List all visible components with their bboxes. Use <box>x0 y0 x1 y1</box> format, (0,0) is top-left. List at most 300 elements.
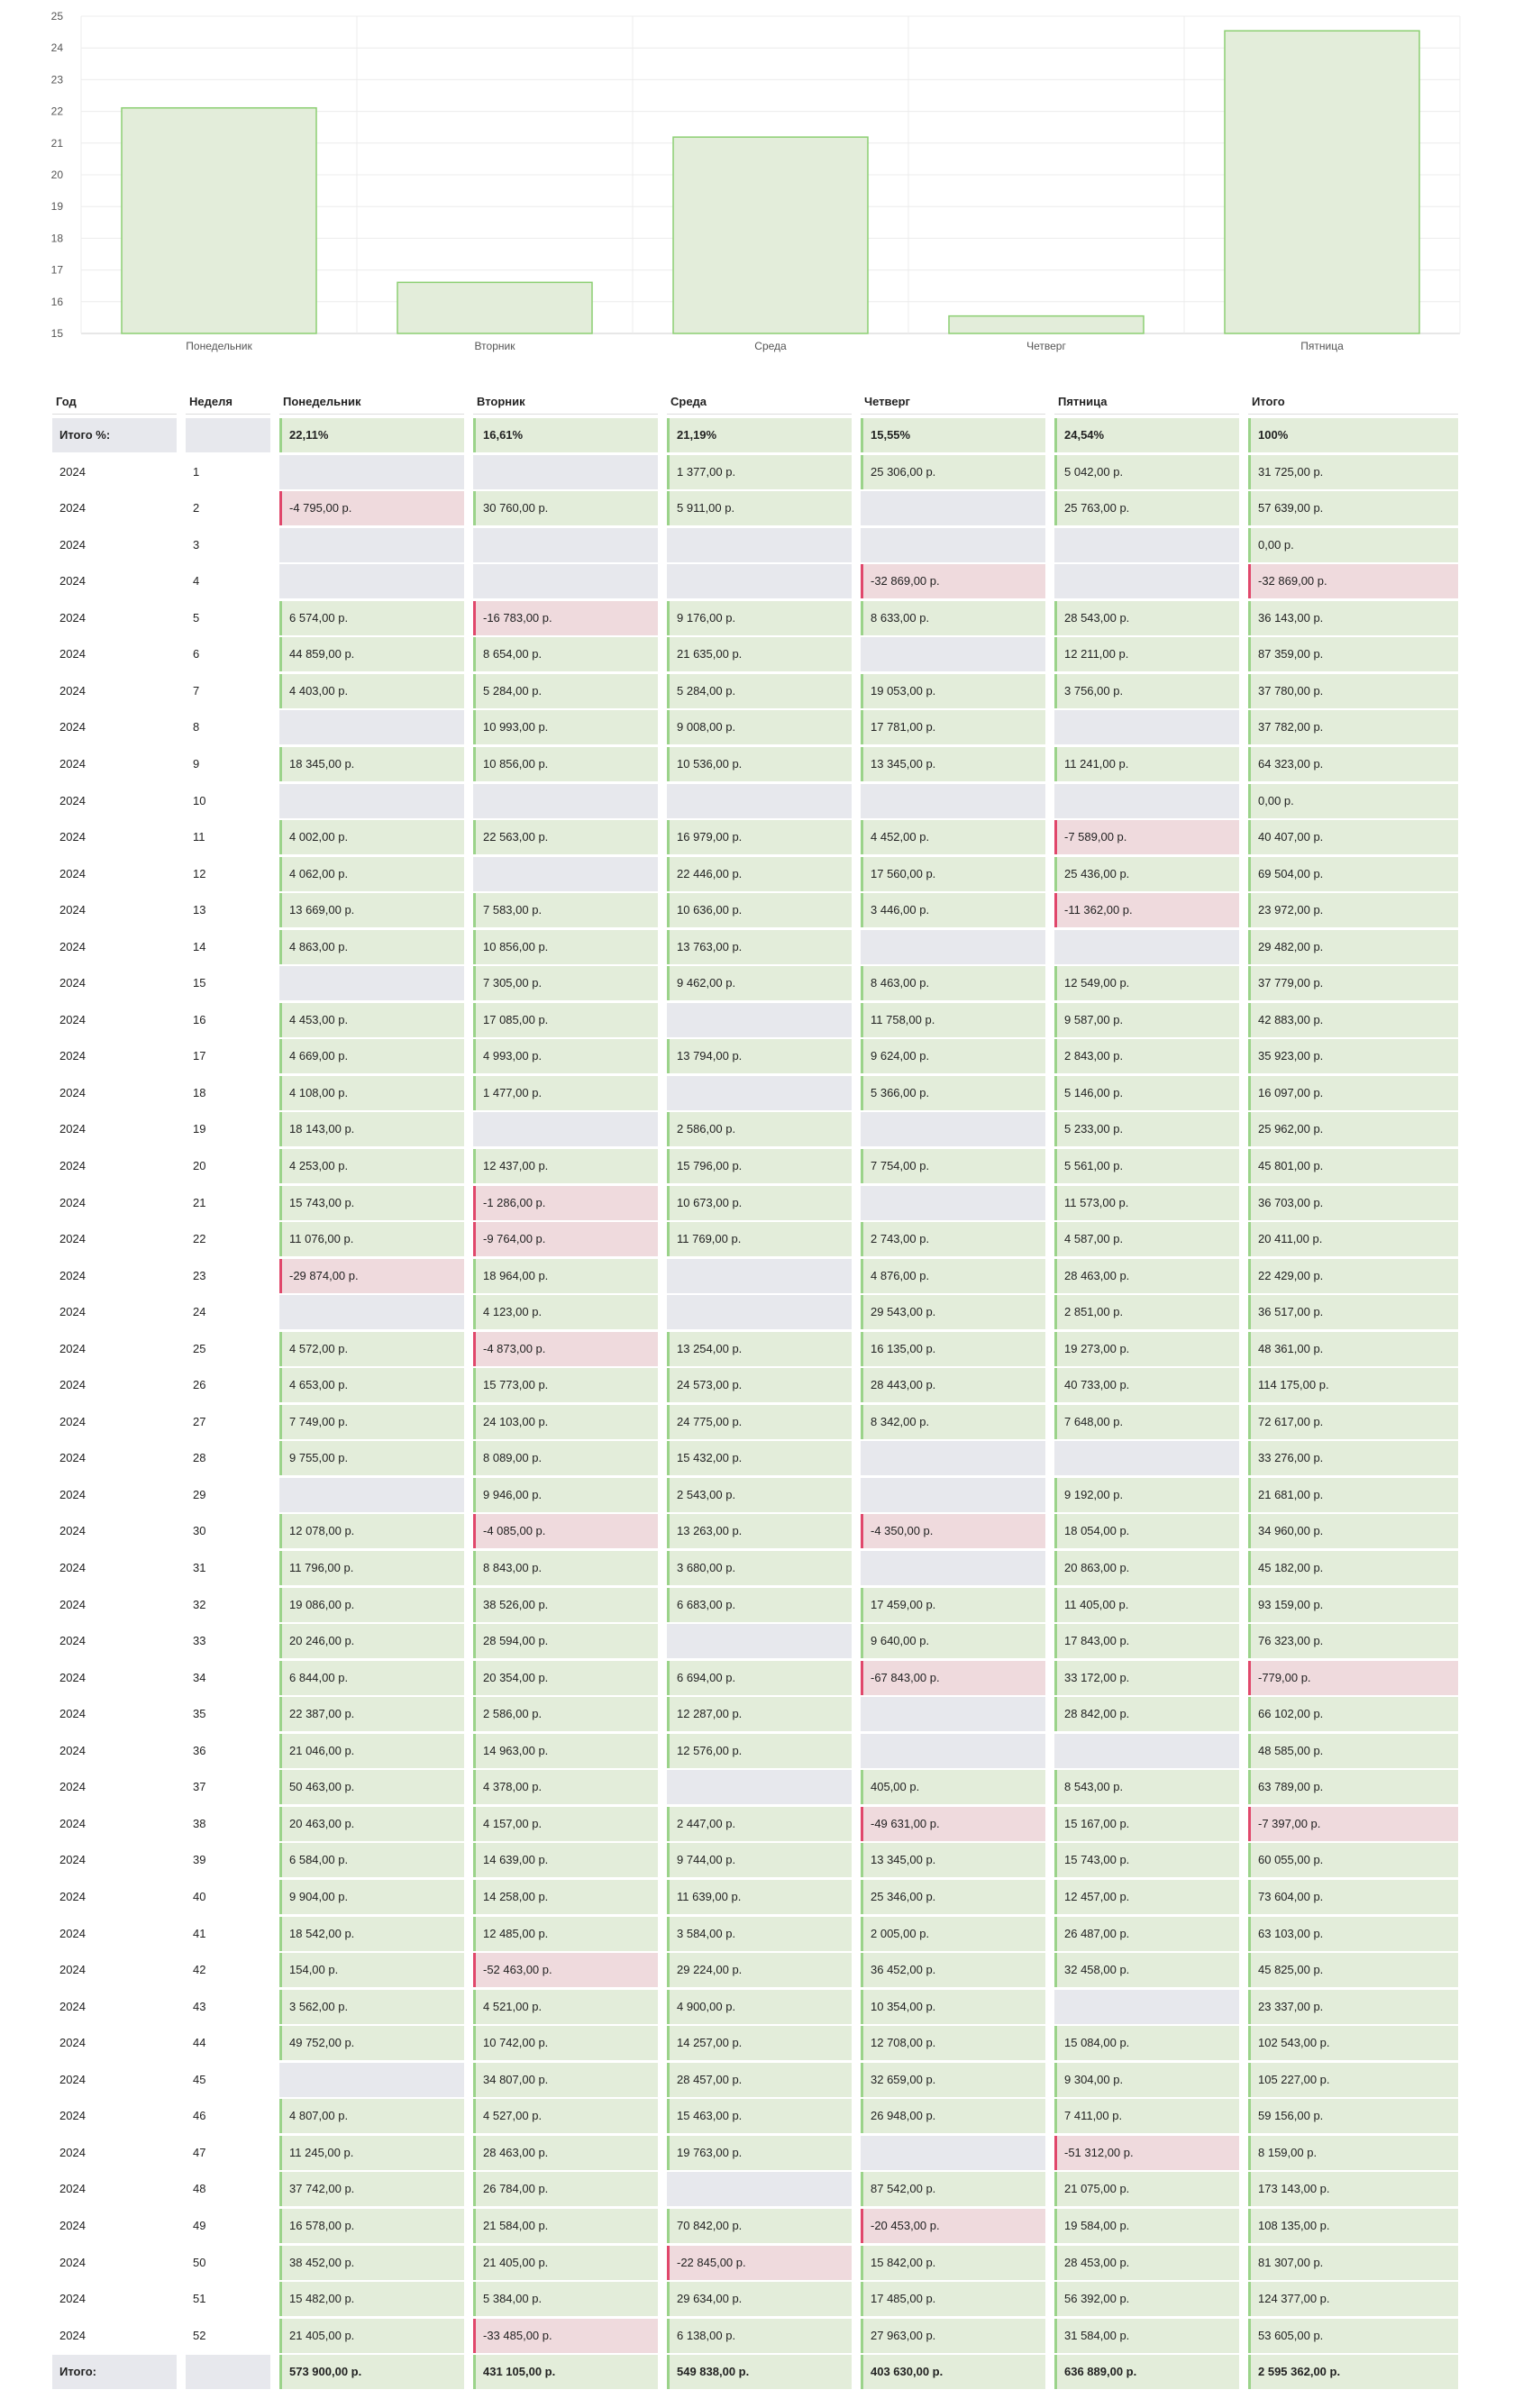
year-cell: 2024 <box>59 2292 86 2305</box>
day-value-cell: 4 587,00 р. <box>1054 1222 1239 1256</box>
day-value-cell: 28 457,00 р. <box>667 2063 852 2097</box>
day-value-cell: 18 345,00 р. <box>279 747 464 781</box>
day-value-cell: 56 392,00 р. <box>1054 2282 1239 2316</box>
table-row <box>52 1003 1458 1037</box>
day-value-cell: 6 584,00 р. <box>279 1843 464 1877</box>
day-value-cell: 17 843,00 р. <box>1054 1624 1239 1658</box>
row-total-cell: 0,00 р. <box>1248 784 1458 818</box>
day-value-cell <box>279 2063 464 2097</box>
day-value-cell: 25 306,00 р. <box>861 455 1045 489</box>
year-cell: 2024 <box>59 867 86 880</box>
day-value-cell: 9 640,00 р. <box>861 1624 1045 1658</box>
day-value-cell: 4 900,00 р. <box>667 1990 852 2024</box>
day-value-cell: 7 305,00 р. <box>473 966 658 1000</box>
day-value-cell: 16 135,00 р. <box>861 1332 1045 1366</box>
day-value-cell: 34 807,00 р. <box>473 2063 658 2097</box>
day-value-cell: 15 796,00 р. <box>667 1149 852 1183</box>
year-cell: 2024 <box>59 465 86 479</box>
day-value-cell: 9 744,00 р. <box>667 1843 852 1877</box>
day-value-cell <box>667 564 852 598</box>
day-value-cell: -9 764,00 р. <box>473 1222 658 1256</box>
week-cell: 37 <box>193 1780 206 1793</box>
day-value-cell: 15 463,00 р. <box>667 2099 852 2133</box>
day-value-cell <box>279 455 464 489</box>
row-total-cell: 72 617,00 р. <box>1248 1405 1458 1439</box>
day-value-cell: 17 560,00 р. <box>861 857 1045 891</box>
day-value-cell <box>473 1112 658 1146</box>
day-value-cell: 10 536,00 р. <box>667 747 852 781</box>
row-total-cell: 36 143,00 р. <box>1248 601 1458 635</box>
table-row <box>52 1917 1458 1951</box>
day-value-cell: 12 078,00 р. <box>279 1514 464 1548</box>
day-value-cell: 25 436,00 р. <box>1054 857 1239 891</box>
week-cell: 13 <box>193 903 206 917</box>
week-cell: 45 <box>193 2073 206 2086</box>
year-cell: 2024 <box>59 940 86 953</box>
day-value-cell: 12 549,00 р. <box>1054 966 1239 1000</box>
week-cell: 25 <box>193 1342 206 1355</box>
y-tick-label: 20 <box>50 169 63 181</box>
week-cell: 35 <box>193 1707 206 1720</box>
day-value-cell: 10 856,00 р. <box>473 930 658 964</box>
day-value-cell <box>473 784 658 818</box>
day-value-cell <box>279 710 464 744</box>
day-value-cell: 4 403,00 р. <box>279 674 464 708</box>
row-total-cell: 37 782,00 р. <box>1248 710 1458 744</box>
day-value-cell: 20 863,00 р. <box>1054 1551 1239 1585</box>
table-row <box>52 1661 1458 1695</box>
year-cell: 2024 <box>59 1890 86 1903</box>
row-total-cell: 35 923,00 р. <box>1248 1039 1458 1073</box>
y-tick-label: 17 <box>50 263 63 277</box>
week-cell: 8 <box>193 720 200 734</box>
row-total-cell: 73 604,00 р. <box>1248 1880 1458 1914</box>
day-value-cell: 8 089,00 р. <box>473 1441 658 1475</box>
day-value-cell: 20 463,00 р. <box>279 1807 464 1841</box>
day-value-cell: -67 843,00 р. <box>861 1661 1045 1695</box>
day-value-cell: 12 457,00 р. <box>1054 1880 1239 1914</box>
percent-cell: 16,61% <box>473 418 658 452</box>
year-cell: 2024 <box>59 1013 86 1026</box>
day-value-cell <box>473 528 658 562</box>
day-value-cell: 5 561,00 р. <box>1054 1149 1239 1183</box>
week-cell: 36 <box>193 1744 206 1757</box>
day-value-cell: 9 304,00 р. <box>1054 2063 1239 2097</box>
row-total-cell: 36 517,00 р. <box>1248 1295 1458 1329</box>
year-cell: 2024 <box>59 1561 86 1574</box>
table-row <box>52 1368 1458 1402</box>
day-value-cell: 29 224,00 р. <box>667 1953 852 1987</box>
day-value-cell: -4 795,00 р. <box>279 491 464 525</box>
percent-cell: 24,54% <box>1054 418 1239 452</box>
week-cell: 20 <box>193 1159 206 1172</box>
day-value-cell: 3 756,00 р. <box>1054 674 1239 708</box>
x-tick-label: Понедельник <box>186 340 252 352</box>
row-total-cell: 105 227,00 р. <box>1248 2063 1458 2097</box>
year-cell: 2024 <box>59 2256 86 2269</box>
week-cell: 7 <box>193 684 200 698</box>
day-value-cell: 13 263,00 р. <box>667 1514 852 1548</box>
x-tick-label: Четверг <box>1026 340 1066 352</box>
day-value-cell <box>279 1478 464 1512</box>
day-value-cell: 154,00 р. <box>279 1953 464 1987</box>
day-value-cell: 14 963,00 р. <box>473 1734 658 1768</box>
day-value-cell: 44 859,00 р. <box>279 637 464 671</box>
week-cell: 33 <box>193 1634 206 1647</box>
day-value-cell: 1 477,00 р. <box>473 1076 658 1110</box>
day-value-cell <box>861 1441 1045 1475</box>
day-value-cell <box>861 1551 1045 1585</box>
day-value-cell: 4 378,00 р. <box>473 1770 658 1804</box>
day-value-cell: -1 286,00 р. <box>473 1186 658 1220</box>
week-cell: 17 <box>193 1049 206 1063</box>
day-value-cell: 13 669,00 р. <box>279 893 464 927</box>
table-row <box>52 1405 1458 1439</box>
row-total-cell: 45 182,00 р. <box>1248 1551 1458 1585</box>
table-row <box>52 1186 1458 1220</box>
day-value-cell: 4 108,00 р. <box>279 1076 464 1110</box>
day-value-cell: 9 192,00 р. <box>1054 1478 1239 1512</box>
table-row <box>52 2063 1458 2097</box>
percent-cell: 15,55% <box>861 418 1045 452</box>
percent-cell <box>186 418 270 452</box>
day-value-cell: 24 573,00 р. <box>667 1368 852 1402</box>
day-value-cell: 25 346,00 р. <box>861 1880 1045 1914</box>
week-cell: 16 <box>193 1013 206 1026</box>
day-value-cell <box>667 1295 852 1329</box>
week-cell: 1 <box>193 465 200 479</box>
row-total-cell: 23 972,00 р. <box>1248 893 1458 927</box>
year-cell: 2024 <box>59 1378 86 1391</box>
table-row <box>52 1697 1458 1731</box>
row-total-cell: 60 055,00 р. <box>1248 1843 1458 1877</box>
day-value-cell: 25 763,00 р. <box>1054 491 1239 525</box>
week-cell: 15 <box>193 976 206 990</box>
week-cell: 34 <box>193 1671 206 1684</box>
day-value-cell: 19 584,00 р. <box>1054 2209 1239 2243</box>
row-total-cell: 59 156,00 р. <box>1248 2099 1458 2133</box>
table-row <box>52 930 1458 964</box>
year-cell: 2024 <box>59 611 86 625</box>
day-value-cell: 6 844,00 р. <box>279 1661 464 1695</box>
day-value-cell: 4 993,00 р. <box>473 1039 658 1073</box>
day-value-cell <box>861 637 1045 671</box>
day-value-cell: 29 543,00 р. <box>861 1295 1045 1329</box>
column-header: Четверг <box>861 389 1045 415</box>
day-value-cell: 20 354,00 р. <box>473 1661 658 1695</box>
day-value-cell: -20 453,00 р. <box>861 2209 1045 2243</box>
day-value-cell: 2 543,00 р. <box>667 1478 852 1512</box>
year-cell: 2024 <box>59 1086 86 1099</box>
column-header: Пятница <box>1054 389 1239 415</box>
week-cell: 11 <box>193 830 205 844</box>
table-row <box>52 1953 1458 1987</box>
table-row <box>52 1478 1458 1512</box>
table-row <box>52 2209 1458 2243</box>
day-value-cell <box>667 1259 852 1293</box>
day-value-cell: 28 453,00 р. <box>1054 2246 1239 2280</box>
day-value-cell: 11 796,00 р. <box>279 1551 464 1585</box>
y-tick-label: 18 <box>50 232 63 245</box>
day-value-cell: 87 542,00 р. <box>861 2172 1045 2206</box>
day-value-cell: 27 963,00 р. <box>861 2319 1045 2353</box>
row-total-cell: 76 323,00 р. <box>1248 1624 1458 1658</box>
row-total-cell: 93 159,00 р. <box>1248 1588 1458 1622</box>
day-value-cell: 12 485,00 р. <box>473 1917 658 1951</box>
day-value-cell: 12 211,00 р. <box>1054 637 1239 671</box>
day-value-cell: 15 167,00 р. <box>1054 1807 1239 1841</box>
year-cell: 2024 <box>59 1853 86 1866</box>
table-row <box>52 1295 1458 1329</box>
day-value-cell: 11 241,00 р. <box>1054 747 1239 781</box>
total-cell: 573 900,00 р. <box>279 2355 464 2389</box>
day-value-cell: 2 005,00 р. <box>861 1917 1045 1951</box>
row-total-cell: 173 143,00 р. <box>1248 2172 1458 2206</box>
day-value-cell: 18 542,00 р. <box>279 1917 464 1951</box>
day-value-cell: 5 366,00 р. <box>861 1076 1045 1110</box>
week-cell: 21 <box>193 1196 206 1209</box>
day-value-cell: 11 639,00 р. <box>667 1880 852 1914</box>
year-cell: 2024 <box>59 684 86 698</box>
table-row <box>52 710 1458 744</box>
percent-cell: 21,19% <box>667 418 852 452</box>
row-total-cell: 16 097,00 р. <box>1248 1076 1458 1110</box>
total-cell: 2 595 362,00 р. <box>1248 2355 1458 2389</box>
table-row <box>52 637 1458 671</box>
y-tick-label: 23 <box>50 73 63 87</box>
week-cell: 28 <box>193 1451 206 1464</box>
day-value-cell: 17 485,00 р. <box>861 2282 1045 2316</box>
table-row <box>52 1624 1458 1658</box>
day-value-cell: 18 143,00 р. <box>279 1112 464 1146</box>
day-value-cell: -11 362,00 р. <box>1054 893 1239 927</box>
table-row <box>52 1259 1458 1293</box>
y-tick-label: 16 <box>50 295 63 308</box>
year-cell: 2024 <box>59 903 86 917</box>
table-row <box>52 2099 1458 2133</box>
day-value-cell: 14 258,00 р. <box>473 1880 658 1914</box>
day-value-cell: -16 783,00 р. <box>473 601 658 635</box>
week-cell: 4 <box>193 574 200 588</box>
table-row <box>52 1149 1458 1183</box>
table-row <box>52 1807 1458 1841</box>
year-cell: 2024 <box>59 1634 86 1647</box>
percent-cell: 100% <box>1248 418 1458 452</box>
day-value-cell: 36 452,00 р. <box>861 1953 1045 1987</box>
day-value-cell: 37 742,00 р. <box>279 2172 464 2206</box>
year-cell: 2024 <box>59 1780 86 1793</box>
table-row <box>52 1551 1458 1585</box>
day-value-cell: 8 633,00 р. <box>861 601 1045 635</box>
year-cell: 2024 <box>59 794 86 807</box>
bar-3 <box>673 137 868 333</box>
week-cell: 49 <box>193 2219 206 2232</box>
day-value-cell: 50 463,00 р. <box>279 1770 464 1804</box>
day-value-cell <box>473 564 658 598</box>
day-value-cell: 2 843,00 р. <box>1054 1039 1239 1073</box>
table-row <box>52 2319 1458 2353</box>
row-total-cell: 69 504,00 р. <box>1248 857 1458 891</box>
row-total-cell: 37 779,00 р. <box>1248 966 1458 1000</box>
x-tick-label: Пятница <box>1300 340 1344 352</box>
year-cell: 2024 <box>59 1342 86 1355</box>
row-total-cell: 25 962,00 р. <box>1248 1112 1458 1146</box>
day-value-cell <box>667 1624 852 1658</box>
year-cell: 2024 <box>59 1049 86 1063</box>
day-value-cell: 18 964,00 р. <box>473 1259 658 1293</box>
day-value-cell: 22 446,00 р. <box>667 857 852 891</box>
day-value-cell: 9 624,00 р. <box>861 1039 1045 1073</box>
day-value-cell: -52 463,00 р. <box>473 1953 658 1987</box>
day-value-cell: -49 631,00 р. <box>861 1807 1045 1841</box>
row-total-cell: 42 883,00 р. <box>1248 1003 1458 1037</box>
day-value-cell: 9 755,00 р. <box>279 1441 464 1475</box>
year-cell: 2024 <box>59 2182 86 2195</box>
column-header: Вторник <box>473 389 658 415</box>
day-value-cell: 405,00 р. <box>861 1770 1045 1804</box>
day-value-cell: 13 345,00 р. <box>861 1843 1045 1877</box>
y-tick-label: 22 <box>50 105 63 118</box>
table-row <box>52 1588 1458 1622</box>
day-value-cell: 2 586,00 р. <box>473 1697 658 1731</box>
total-cell: 431 105,00 р. <box>473 2355 658 2389</box>
day-value-cell: 4 157,00 р. <box>473 1807 658 1841</box>
day-value-cell: 10 742,00 р. <box>473 2026 658 2060</box>
week-cell: 5 <box>193 611 200 625</box>
year-cell: 2024 <box>59 1122 86 1136</box>
day-value-cell: 4 452,00 р. <box>861 820 1045 854</box>
week-cell: 47 <box>193 2146 206 2159</box>
day-value-cell: 29 634,00 р. <box>667 2282 852 2316</box>
row-total-cell: 23 337,00 р. <box>1248 1990 1458 2024</box>
day-value-cell <box>667 1076 852 1110</box>
day-value-cell: 11 573,00 р. <box>1054 1186 1239 1220</box>
day-value-cell: 6 694,00 р. <box>667 1661 852 1695</box>
day-value-cell: 15 743,00 р. <box>1054 1843 1239 1877</box>
day-value-cell: 7 754,00 р. <box>861 1149 1045 1183</box>
day-value-cell: -4 350,00 р. <box>861 1514 1045 1548</box>
day-value-cell: 13 763,00 р. <box>667 930 852 964</box>
row-total-cell: 63 789,00 р. <box>1248 1770 1458 1804</box>
row-total-cell: 36 703,00 р. <box>1248 1186 1458 1220</box>
week-cell: 22 <box>193 1232 206 1245</box>
day-value-cell: 13 794,00 р. <box>667 1039 852 1073</box>
day-value-cell: 11 769,00 р. <box>667 1222 852 1256</box>
year-cell: 2024 <box>59 1744 86 1757</box>
day-value-cell: 7 648,00 р. <box>1054 1405 1239 1439</box>
day-value-cell <box>1054 528 1239 562</box>
day-value-cell: 21 405,00 р. <box>473 2246 658 2280</box>
year-cell: 2024 <box>59 1598 86 1611</box>
weekday-bar-chart <box>0 0 1514 365</box>
row-total-cell: 45 825,00 р. <box>1248 1953 1458 1987</box>
row-total-cell: 40 407,00 р. <box>1248 820 1458 854</box>
year-cell: 2024 <box>59 1196 86 1209</box>
day-value-cell: 9 462,00 р. <box>667 966 852 1000</box>
day-value-cell: 28 463,00 р. <box>1054 1259 1239 1293</box>
day-value-cell: 4 123,00 р. <box>473 1295 658 1329</box>
y-tick-label: 21 <box>50 136 63 150</box>
day-value-cell: 19 273,00 р. <box>1054 1332 1239 1366</box>
table-row <box>52 1843 1458 1877</box>
day-value-cell: -4 085,00 р. <box>473 1514 658 1548</box>
table-row <box>52 2026 1458 2060</box>
day-value-cell: 3 562,00 р. <box>279 1990 464 2024</box>
day-value-cell <box>1054 1441 1239 1475</box>
week-cell: 26 <box>193 1378 206 1391</box>
table-row <box>52 1770 1458 1804</box>
y-tick-label: 15 <box>50 327 63 340</box>
row-total-cell: 48 585,00 р. <box>1248 1734 1458 1768</box>
week-cell: 2 <box>193 501 200 515</box>
day-value-cell: 38 452,00 р. <box>279 2246 464 2280</box>
day-value-cell: 9 176,00 р. <box>667 601 852 635</box>
row-total-cell: -779,00 р. <box>1248 1661 1458 1695</box>
day-value-cell: 49 752,00 р. <box>279 2026 464 2060</box>
day-value-cell: 11 076,00 р. <box>279 1222 464 1256</box>
year-cell: 2024 <box>59 1671 86 1684</box>
row-total-cell: 21 681,00 р. <box>1248 1478 1458 1512</box>
day-value-cell: 21 046,00 р. <box>279 1734 464 1768</box>
week-cell: 44 <box>193 2036 206 2049</box>
week-cell: 18 <box>193 1086 206 1099</box>
table-row <box>52 2246 1458 2280</box>
row-total-cell: 66 102,00 р. <box>1248 1697 1458 1731</box>
day-value-cell: 6 138,00 р. <box>667 2319 852 2353</box>
day-value-cell: 2 743,00 р. <box>861 1222 1045 1256</box>
row-total-cell: -32 869,00 р. <box>1248 564 1458 598</box>
week-cell: 51 <box>193 2292 206 2305</box>
week-cell: 38 <box>193 1817 206 1830</box>
percent-row-label: Итого %: <box>52 418 177 452</box>
year-cell: 2024 <box>59 976 86 990</box>
day-value-cell: -51 312,00 р. <box>1054 2136 1239 2170</box>
day-value-cell <box>279 966 464 1000</box>
row-total-cell: 48 361,00 р. <box>1248 1332 1458 1366</box>
day-value-cell: 17 459,00 р. <box>861 1588 1045 1622</box>
day-value-cell: 4 527,00 р. <box>473 2099 658 2133</box>
column-header: Итого <box>1248 389 1458 415</box>
week-cell: 39 <box>193 1853 206 1866</box>
column-header: Год <box>52 389 177 415</box>
day-value-cell: -29 874,00 р. <box>279 1259 464 1293</box>
day-value-cell: 19 053,00 р. <box>861 674 1045 708</box>
day-value-cell: 6 683,00 р. <box>667 1588 852 1622</box>
year-cell: 2024 <box>59 2036 86 2049</box>
day-value-cell: 21 584,00 р. <box>473 2209 658 2243</box>
table-row <box>52 1880 1458 1914</box>
day-value-cell: -4 873,00 р. <box>473 1332 658 1366</box>
day-value-cell: 38 526,00 р. <box>473 1588 658 1622</box>
day-value-cell: 11 245,00 р. <box>279 2136 464 2170</box>
day-value-cell: 19 086,00 р. <box>279 1588 464 1622</box>
total-cell: 549 838,00 р. <box>667 2355 852 2389</box>
day-value-cell: 2 586,00 р. <box>667 1112 852 1146</box>
table-row <box>52 1990 1458 2024</box>
day-value-cell: 4 453,00 р. <box>279 1003 464 1037</box>
day-value-cell: 4 807,00 р. <box>279 2099 464 2133</box>
year-cell: 2024 <box>59 1524 86 1537</box>
table-row <box>52 601 1458 635</box>
day-value-cell: 4 521,00 р. <box>473 1990 658 2024</box>
year-cell: 2024 <box>59 647 86 661</box>
day-value-cell: 15 842,00 р. <box>861 2246 1045 2280</box>
day-value-cell: 5 384,00 р. <box>473 2282 658 2316</box>
day-value-cell: 11 758,00 р. <box>861 1003 1045 1037</box>
day-value-cell: 28 443,00 р. <box>861 1368 1045 1402</box>
day-value-cell: 6 574,00 р. <box>279 601 464 635</box>
y-tick-label: 24 <box>50 41 63 55</box>
